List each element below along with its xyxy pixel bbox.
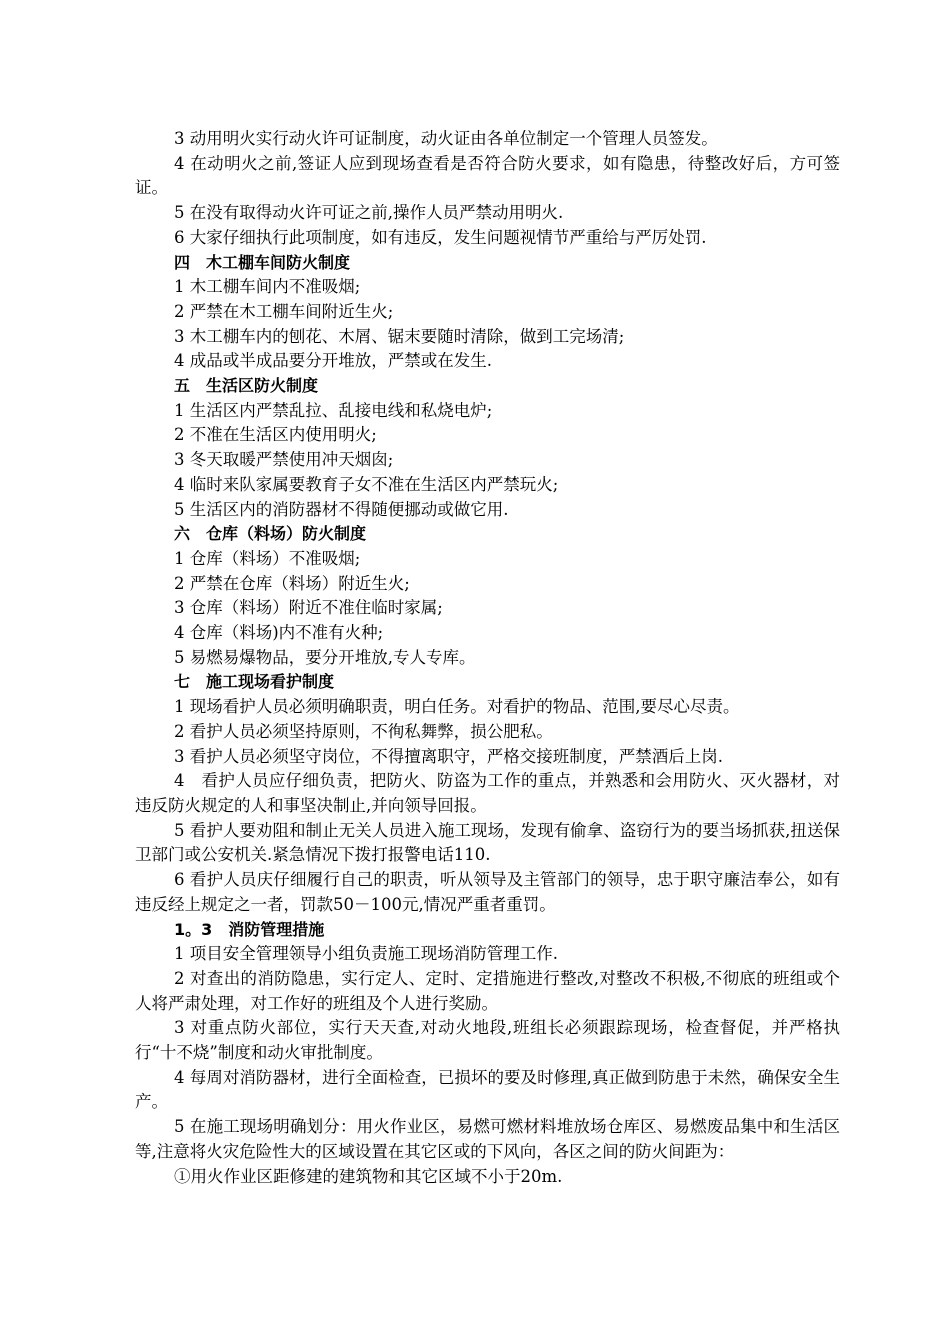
paragraph: 2 不准在生活区内使用明火; xyxy=(174,425,377,445)
paragraph: 4 看护人员应仔细负责，把防火、防盗为工作的重点，并熟悉和会用防火、灭火器材，对违反防火规定的人和事坚决制止,并向领导回报。 xyxy=(135,771,840,815)
paragraph: 4 临时来队家属要教育子女不准在生活区内严禁玩火; xyxy=(174,474,559,494)
paragraph: 5 生活区内的消防器材不得随便挪动或做它用. xyxy=(174,499,509,519)
paragraph: 1 生活区内严禁乱拉、乱接电线和私烧电炉; xyxy=(174,400,493,420)
section-heading: 七 施工现场看护制度 xyxy=(174,672,335,692)
paragraph: 1 木工棚车间内不准吸烟; xyxy=(174,277,361,297)
paragraph: 1 现场看护人员必须明确职责，明白任务。对看护的物品、范围,要尽心尽责。 xyxy=(174,697,740,717)
paragraph: 5 易燃易爆物品，要分开堆放,专人专库。 xyxy=(174,647,476,667)
paragraph: 3 动用明火实行动火许可证制度，动火证由各单位制定一个管理人员签发。 xyxy=(174,129,718,148)
section-heading: 五 生活区防火制度 xyxy=(174,376,319,396)
paragraph: 4 仓库（料场)内不准有火种; xyxy=(174,623,384,643)
paragraph: 4 成品或半成品要分开堆放，严禁或在发生. xyxy=(174,351,492,371)
paragraph: 3 对重点防火部位，实行天天查,对动火地段,班组长必须跟踪现场，检查督促，并严格执行“十不烧”制度和动火审批制度。 xyxy=(135,1018,840,1063)
paragraph: 2 严禁在仓库（料场）附近生火; xyxy=(174,573,410,593)
paragraph: 2 严禁在木工棚车间附近生火; xyxy=(174,301,394,321)
section-heading: 六 仓库（料场）防火制度 xyxy=(174,524,367,544)
paragraph: 1 项目安全管理领导小组负责施工现场消防管理工作. xyxy=(174,944,558,964)
paragraph: 6 看护人员庆仔细履行自己的职责，听从领导及主管部门的领导，忠于职守廉洁奉公，如有违反经上规定之一者，罚款50－100元,情况严重者重罚。 xyxy=(135,870,840,914)
paragraph: 3 看护人员必须坚守岗位，不得擅离职守，严格交接班制度，严禁酒后上岗. xyxy=(174,746,723,766)
section-heading: 四 木工棚车间防火制度 xyxy=(174,252,351,272)
paragraph: 5 看护人要劝阻和制止无关人员进入施工现场，发现有偷拿、盗窃行为的要当场抓获,扭送保卫部门或公安机关.紧急情况下拨打报警电话110. xyxy=(135,820,840,865)
paragraph: 3 冬天取暖严禁使用冲天烟囱; xyxy=(174,450,394,470)
paragraph: 6 大家仔细执行此项制度，如有违反，发生问题视情节严重给与严厉处罚. xyxy=(174,227,707,247)
paragraph: 2 看护人员必须坚持原则，不徇私舞弊，损公肥私。 xyxy=(174,721,553,741)
paragraph: 4 每周对消防器材，进行全面检查，已损坏的要及时修理,真正做到防患于未然，确保安全生产。 xyxy=(135,1067,840,1112)
paragraph: 5 在没有取得动火许可证之前,操作人员严禁动用明火. xyxy=(174,203,564,223)
paragraph: 4 在动明火之前,签证人应到现场查看是否符合防火要求，如有隐患，待整改好后，方可签证。 xyxy=(135,153,840,198)
document-page xyxy=(135,127,840,1189)
paragraph: 2 对查出的消防隐患，实行定人、定时、定措施进行整改,对整改不积极,不彻底的班组或个人将严肃处理，对工作好的班组及个人进行奖励。 xyxy=(135,968,840,1013)
paragraph: 1 仓库（料场）不准吸烟; xyxy=(174,548,361,568)
paragraph: 3 仓库（料场）附近不准住临时家属; xyxy=(174,598,443,618)
section-heading: 1。3 消防管理措施 xyxy=(174,919,325,939)
paragraph: ①用火作业区距修建的建筑物和其它区域不小于20m. xyxy=(174,1166,563,1186)
paragraph: 3 木工棚车内的刨花、木屑、锯末要随时清除，做到工完场清; xyxy=(174,326,625,346)
paragraph: 5 在施工现场明确划分：用火作业区，易燃可燃材料堆放场仓库区、易燃废品集中和生活区等,注意将火灾危险性大的区域设置在其它区或的下风向，各区之间的防火间距为： xyxy=(135,1117,840,1161)
